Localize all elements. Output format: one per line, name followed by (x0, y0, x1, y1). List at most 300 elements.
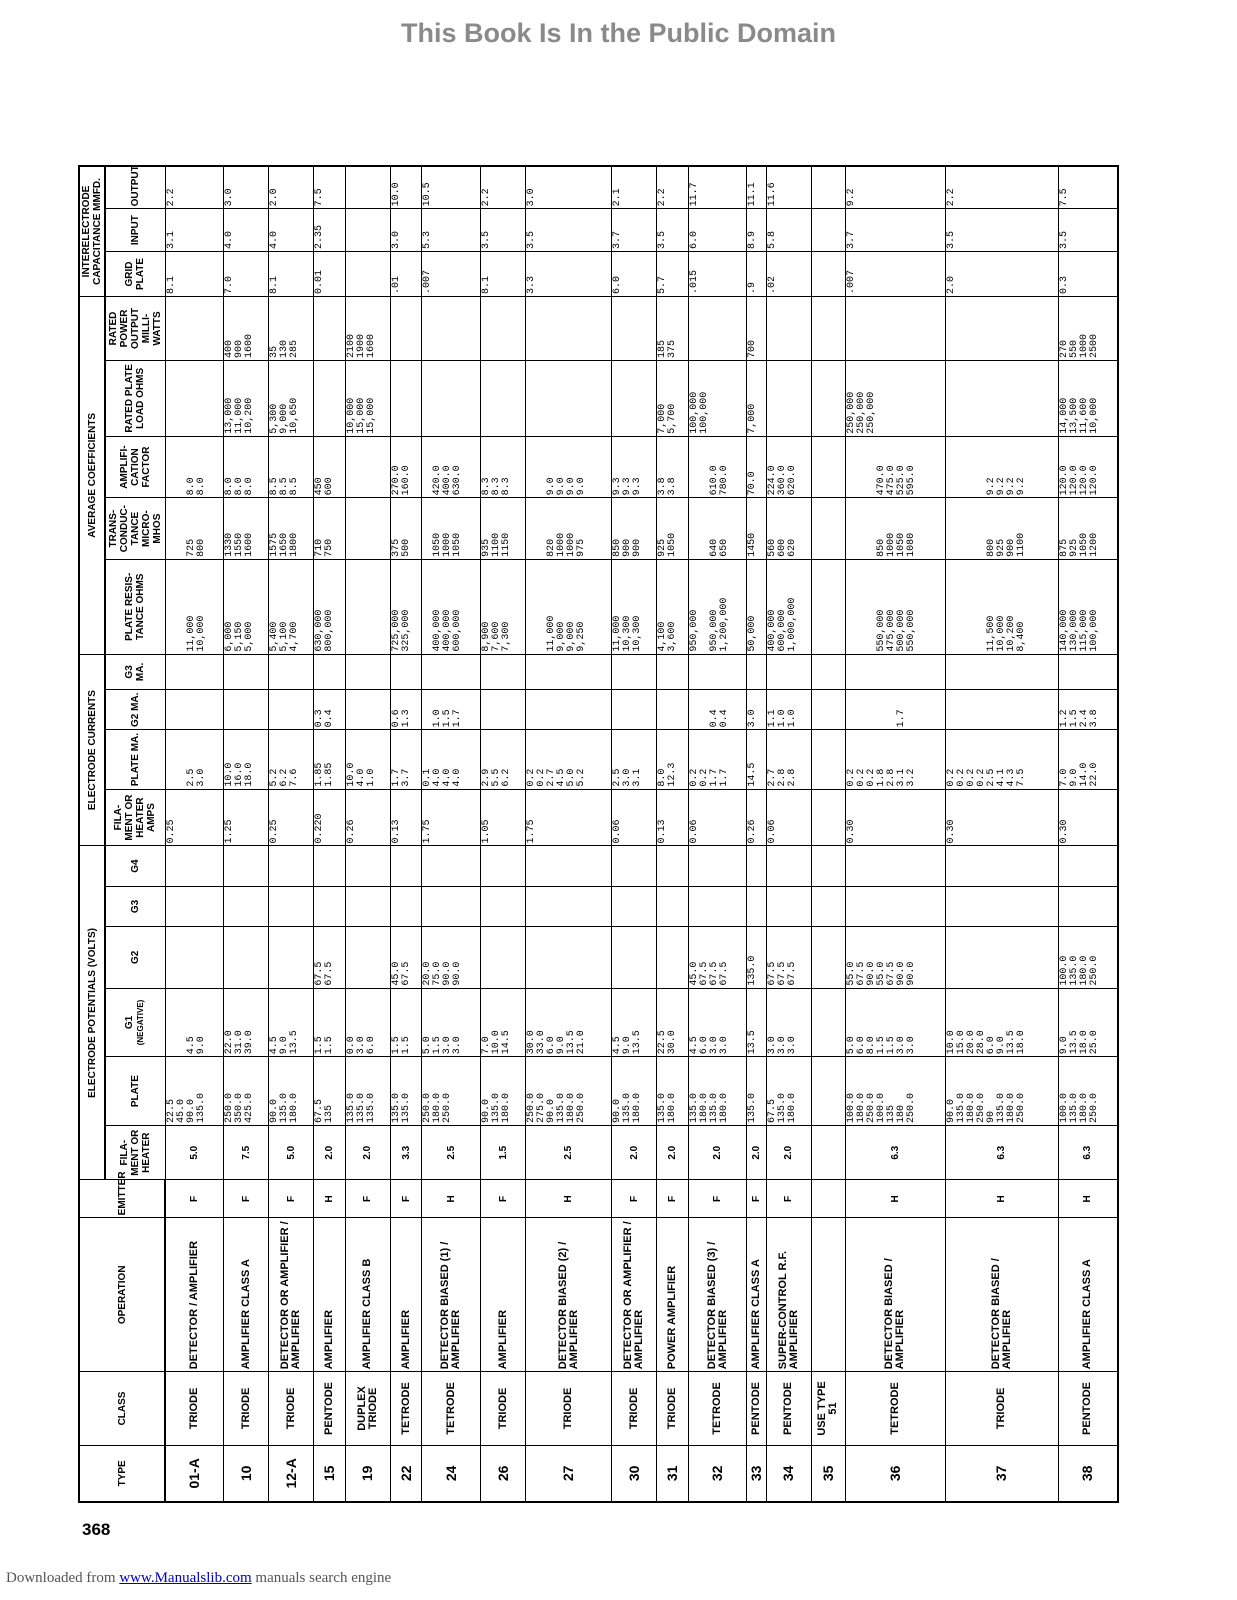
cell-cin: 5.8 (766, 209, 811, 252)
cell-rp: 11,000 9,000 9,000 9,250 (526, 559, 612, 654)
cell-cin: 3.7 (612, 209, 657, 252)
cell-cgp: .015 (688, 251, 747, 296)
cell-mu: 8.5 8.5 8.5 (269, 436, 314, 498)
cell-plate-ma: 1.85 1.85 (314, 730, 345, 789)
cell-rp: 140,000 130,000 115,000 100,000 (1058, 559, 1118, 654)
table-row (422, 166, 481, 1502)
cell-power (845, 296, 945, 360)
cell-load: 10,000 15,000 15,000 (345, 360, 390, 436)
cell-g1: 3.0 3.0 3.0 (766, 988, 811, 1057)
cell-cin: 3.5 (945, 209, 1058, 252)
header-g2-ma: G2 MA. (105, 690, 165, 730)
download-footer (6, 1570, 391, 1587)
cell-class: TETRODE (688, 1372, 747, 1445)
cell-gm: 725 800 (165, 498, 224, 560)
cell-cgp: 8.1 (481, 251, 526, 296)
cell-plate: 250.0 275.0 90.0 135.0 180.0 250.0 (526, 1057, 612, 1126)
cell-class: TRIODE (526, 1372, 612, 1445)
cell-operation: AMPLIFIER (390, 1218, 421, 1372)
cell-fil-a: 1.75 (422, 789, 481, 846)
cell-cgp: .9 (747, 251, 766, 296)
cell-class: PENTODE (766, 1372, 811, 1445)
cell-cin: 3.5 (481, 209, 526, 252)
cell-cout: 11.1 (747, 166, 766, 209)
cell-plate: 67.5 135.0 180.0 (766, 1057, 811, 1126)
cell-g4 (481, 846, 526, 886)
cell-g1: 22.0 31.0 39.0 (224, 988, 269, 1057)
cell-g2-ma: 1.2 1.5 2.4 3.8 (1058, 690, 1118, 730)
cell-g3-ma (747, 654, 766, 690)
cell-power (314, 296, 345, 360)
cell-mu: 9.3 9.3 9.3 (612, 436, 657, 498)
cell-fil-v: 1.5 (481, 1125, 526, 1179)
cell-g4 (747, 846, 766, 886)
cell-g3 (422, 886, 481, 926)
cell-g3-ma (345, 654, 390, 690)
cell-g2-ma (224, 690, 269, 730)
cell-gm (345, 498, 390, 560)
cell-g2: 20.0 75.0 90.0 90.0 (422, 927, 481, 989)
cell-g1: 4.5 6.0 3.0 3.0 (688, 988, 747, 1057)
footer-prefix: Downloaded from (6, 1570, 120, 1586)
cell-mu: 9.0 9.0 9.0 9.0 (526, 436, 612, 498)
cell-g2: 67.5 67.5 (314, 927, 345, 989)
cell-gm: 1330 1550 1600 (224, 498, 269, 560)
cell-cin: 3.5 (657, 209, 688, 252)
cell-load (766, 360, 811, 436)
cell-plate: 250.0 350.0 425.0 (224, 1057, 269, 1126)
table-row (481, 166, 526, 1502)
cell-cin: 3.5 (526, 209, 612, 252)
cell-g1: 22.5 30.0 (657, 988, 688, 1057)
cell-gm: 850 900 900 (612, 498, 657, 560)
cell-load (481, 360, 526, 436)
cell-g2 (526, 927, 612, 989)
cell-emitter: H (1058, 1180, 1118, 1218)
cell-g3 (481, 886, 526, 926)
cell-cout: 3.0 (526, 166, 612, 209)
cell-g1: 5.0 1.5 3.0 3.0 (422, 988, 481, 1057)
cell-load (165, 360, 224, 436)
cell-emitter: H (845, 1180, 945, 1218)
cell-operation: AMPLIFIER (314, 1218, 345, 1372)
cell-g4 (314, 846, 345, 886)
cell-class: DUPLEX TRIODE (345, 1372, 390, 1445)
cell-cout: 2.2 (481, 166, 526, 209)
cell-mu: 8.0 8.0 8.0 (224, 436, 269, 498)
cell-type: 33 (747, 1445, 766, 1502)
cell-plate-ma: 0.2 0.2 2.7 4.5 5.0 5.2 (526, 730, 612, 789)
cell-g4 (688, 846, 747, 886)
cell-g3-ma (422, 654, 481, 690)
cell-class: PENTODE (747, 1372, 766, 1445)
cell-power (526, 296, 612, 360)
cell-g3-ma (766, 654, 811, 690)
cell-load: 7,000 (747, 360, 766, 436)
cell-g3-ma (165, 654, 224, 690)
cell-plate: 100.0 135.0 180.0 250.0 (1058, 1057, 1118, 1126)
cell-cout: 2.0 (269, 166, 314, 209)
cell-g4 (945, 846, 1058, 886)
cell-operation: POWER AMPLIFIER (657, 1218, 688, 1372)
cell-g2 (481, 927, 526, 989)
cell-g2-ma: 1.7 (845, 690, 945, 730)
table-row (345, 166, 390, 1502)
cell-emitter: F (657, 1180, 688, 1218)
cell-cgp: 0.3 (1058, 251, 1118, 296)
cell-type: 01-A (165, 1445, 224, 1502)
header-g4: G4 (105, 846, 165, 886)
cell-operation: DETECTOR BIASED / AMPLIFIER (945, 1218, 1058, 1372)
cell-class: TETRODE (845, 1372, 945, 1445)
cell-g3-ma (481, 654, 526, 690)
cell-g2 (269, 927, 314, 989)
cell-g2-ma (526, 690, 612, 730)
cell-plate-ma: 7.0 9.0 14.0 22.0 (1058, 730, 1118, 789)
cell-cgp: .02 (766, 251, 811, 296)
cell-emitter: F (688, 1180, 747, 1218)
cell-cin: 3.1 (165, 209, 224, 252)
cell-emitter: F (345, 1180, 390, 1218)
header-electrode-currents: ELECTRODE CURRENTS (79, 654, 105, 846)
cell-g4 (526, 846, 612, 886)
cell-cout: 2.2 (657, 166, 688, 209)
cell-gm: 850 1000 1050 1080 (845, 498, 945, 560)
cell-class: TRIODE (224, 1372, 269, 1445)
cell-load (526, 360, 612, 436)
header-input: INPUT (105, 209, 165, 252)
cell-g1: 0.0 3.0 6.0 (345, 988, 390, 1057)
cell-type: 24 (422, 1445, 481, 1502)
cell-cout: 7.5 (1058, 166, 1118, 209)
cell-plate-ma: 10.0 16.0 18.0 (224, 730, 269, 789)
cell-operation: AMPLIFIER CLASS A (747, 1218, 766, 1372)
cell-rp: 5,400 5,100 4,700 (269, 559, 314, 654)
cell-operation: DETECTOR BIASED (3) / AMPLIFIER (688, 1218, 747, 1372)
cell-fil-v: 2.0 (747, 1125, 766, 1179)
cell-gm: 820 1000 1000 975 (526, 498, 612, 560)
cell-cgp: 6.0 (612, 251, 657, 296)
cell-g3 (766, 886, 811, 926)
cell-power (766, 296, 811, 360)
cell-emitter: F (747, 1180, 766, 1218)
g1-label: G1 (124, 1015, 136, 1030)
cell-g1: 4.5 9.0 13.5 (612, 988, 657, 1057)
cell-mu: 120.0 120.0 120.0 120.0 (1058, 436, 1118, 498)
cell-cin: 6.0 (688, 209, 747, 252)
cell-fil-a: 1.25 (224, 789, 269, 846)
cell-cin: 4.0 (224, 209, 269, 252)
cell-operation: AMPLIFIER CLASS A (224, 1218, 269, 1372)
cell-cgp: .01 (390, 251, 421, 296)
cell-power: 400 900 1600 (224, 296, 269, 360)
cell-power (165, 296, 224, 360)
cell-emitter: H (526, 1180, 612, 1218)
cell-g3-ma (1058, 654, 1118, 690)
cell-g4 (1058, 846, 1118, 886)
cell-mu: 270.0 160.0 (390, 436, 421, 498)
cell-cgp (811, 251, 845, 296)
cell-rp: 4,100 3,600 (657, 559, 688, 654)
tube-characteristics-table (78, 165, 1119, 1503)
cell-g3-ma (811, 654, 845, 690)
cell-g3-ma (390, 654, 421, 690)
cell-cgp: 5.7 (657, 251, 688, 296)
cell-operation: AMPLIFIER (481, 1218, 526, 1372)
cell-load (422, 360, 481, 436)
cell-g4 (422, 846, 481, 886)
cell-plate: 135.0 135.0 (390, 1057, 421, 1126)
cell-load (945, 360, 1058, 436)
cell-g2-ma (345, 690, 390, 730)
cell-load (314, 360, 345, 436)
header-g2: G2 (105, 927, 165, 989)
cell-g2: 100.0 135.0 180.0 250.0 (1058, 927, 1118, 989)
cell-rp: 550,000 475,000 500,000 550,000 (845, 559, 945, 654)
cell-g2: 135.0 (747, 927, 766, 989)
cell-g3 (224, 886, 269, 926)
cell-g2-ma: 3.0 (747, 690, 766, 730)
table-row (766, 166, 811, 1502)
header-plate-ma: PLATE MA. (105, 730, 165, 789)
cell-rp: 11,000 10,000 (165, 559, 224, 654)
cell-mu: 8.3 8.3 8.3 (481, 436, 526, 498)
header-filament: FILA-MENT OR HEATER (105, 1125, 165, 1179)
cell-g3 (165, 886, 224, 926)
cell-fil-a: 0.30 (945, 789, 1058, 846)
header-interelectrode: INTERELECTRODE CAPACITANCE MMFD. (79, 166, 105, 296)
cell-gm: 935 1100 1150 (481, 498, 526, 560)
cell-rp (811, 559, 845, 654)
cell-rp: 950,000 950,000 1,200,000 (688, 559, 747, 654)
table-row (314, 166, 345, 1502)
cell-power: 35 130 285 (269, 296, 314, 360)
cell-class: USE TYPE 51 (811, 1372, 845, 1445)
cell-class: TRIODE (481, 1372, 526, 1445)
cell-type: 38 (1058, 1445, 1118, 1502)
cell-g2 (224, 927, 269, 989)
cell-class: TRIODE (165, 1372, 224, 1445)
cell-rp: 630,000 800,000 (314, 559, 345, 654)
cell-g4 (845, 846, 945, 886)
cell-cgp: 8.1 (269, 251, 314, 296)
cell-g3-ma (845, 654, 945, 690)
cell-emitter: F (481, 1180, 526, 1218)
cell-power: 270 550 1000 2500 (1058, 296, 1118, 360)
cell-plate-ma: 0.2 0.2 0.2 0.2 2.5 4.1 4.3 7.5 (945, 730, 1058, 789)
cell-g2-ma: 0.4 0.4 (688, 690, 747, 730)
table-row (845, 166, 945, 1502)
table-row (657, 166, 688, 1502)
cell-operation: DETECTOR BIASED (1) / AMPLIFIER (422, 1218, 481, 1372)
cell-class: TRIODE (657, 1372, 688, 1445)
cell-g1: 10.0 15.0 20.0 28.0 6.0 9.0 13.5 18.0 (945, 988, 1058, 1057)
cell-g3-ma (224, 654, 269, 690)
cell-cout (811, 166, 845, 209)
cell-g2-ma (811, 690, 845, 730)
header-plate-resistance: PLATE RESIS-TANCE OHMS (105, 559, 165, 654)
cell-g3 (811, 886, 845, 926)
cell-mu: 224.0 360.0 620.0 (766, 436, 811, 498)
cell-power (422, 296, 481, 360)
cell-plate-ma (811, 730, 845, 789)
cell-fil-a: 1.75 (526, 789, 612, 846)
table-row (1058, 166, 1118, 1502)
cell-g3 (612, 886, 657, 926)
cell-g1: 4.5 9.0 13.5 (269, 988, 314, 1057)
cell-cgp: .007 (845, 251, 945, 296)
cell-g2-ma (481, 690, 526, 730)
cell-cgp: 2.0 (945, 251, 1058, 296)
header-g3: G3 (105, 886, 165, 926)
cell-gm: 875 925 1050 1200 (1058, 498, 1118, 560)
header-transconductance: TRANS-CONDUC-TANCE MICRO-MHOS (105, 498, 165, 560)
cell-g2 (612, 927, 657, 989)
cell-fil-v: 2.0 (688, 1125, 747, 1179)
cell-g3-ma (269, 654, 314, 690)
cell-mu: 470.0 475.0 525.0 595.0 (845, 436, 945, 498)
cell-cin: 5.3 (422, 209, 481, 252)
table-row (526, 166, 612, 1502)
cell-g4 (345, 846, 390, 886)
cell-g4 (390, 846, 421, 886)
cell-emitter: F (612, 1180, 657, 1218)
cell-emitter: H (314, 1180, 345, 1218)
cell-mu: 610.0 780.0 (688, 436, 747, 498)
cell-type: 36 (845, 1445, 945, 1502)
cell-emitter (811, 1180, 845, 1218)
cell-g1: 30.0 33.0 6.0 9.0 13.5 21.0 (526, 988, 612, 1057)
cell-g2-ma (269, 690, 314, 730)
cell-g1: 5.0 6.0 8.0 1.5 1.5 3.0 3.0 (845, 988, 945, 1057)
cell-fil-a: 1.05 (481, 789, 526, 846)
cell-plate-ma: 8.0 12.3 (657, 730, 688, 789)
cell-operation: DETECTOR BIASED / AMPLIFIER (845, 1218, 945, 1372)
cell-gm (811, 498, 845, 560)
header-g1 (105, 988, 165, 1057)
cell-gm: 1050 1000 1050 (422, 498, 481, 560)
cell-power (612, 296, 657, 360)
cell-emitter: F (766, 1180, 811, 1218)
cell-power (811, 296, 845, 360)
manualslib-link[interactable]: www.Manualslib.com (119, 1570, 252, 1586)
cell-fil-v: 3.3 (390, 1125, 421, 1179)
cell-emitter: F (269, 1180, 314, 1218)
header-operation: OPERATION (79, 1218, 165, 1372)
cell-fil-a (811, 789, 845, 846)
cell-power: 2100 1900 1600 (345, 296, 390, 360)
cell-fil-a: 0.06 (688, 789, 747, 846)
public-domain-banner: This Book Is In the Public Domain (400, 18, 837, 48)
cell-cin (345, 209, 390, 252)
g1-sublabel: (NEGATIVE) (136, 999, 146, 1046)
cell-g1 (811, 988, 845, 1057)
cell-rp: 11,500 10,000 10,200 8,400 (945, 559, 1058, 654)
cell-g1: 4.5 9.0 (165, 988, 224, 1057)
cell-class: PENTODE (314, 1372, 345, 1445)
cell-cout: 2.2 (165, 166, 224, 209)
cell-g3 (945, 886, 1058, 926)
header-electrode-potentials: ELECTRODE POTENTIALS (VOLTS) (79, 846, 105, 1180)
cell-g1: 9.0 13.5 18.0 25.0 (1058, 988, 1118, 1057)
table-row (811, 166, 845, 1502)
cell-emitter: H (945, 1180, 1058, 1218)
cell-type: 31 (657, 1445, 688, 1502)
cell-fil-v: 5.0 (165, 1125, 224, 1179)
cell-type: 30 (612, 1445, 657, 1502)
cell-plate-ma: 0.2 0.2 0.2 1.8 2.8 3.1 3.2 (845, 730, 945, 789)
cell-g3 (657, 886, 688, 926)
cell-cin: 4.0 (269, 209, 314, 252)
cell-gm: 375 500 (390, 498, 421, 560)
cell-fil-a: 0.25 (269, 789, 314, 846)
header-type: TYPE (79, 1445, 165, 1502)
header-output: OUTPUT (105, 166, 165, 209)
cell-g3 (747, 886, 766, 926)
cell-fil-v: 7.5 (224, 1125, 269, 1179)
cell-plate: 67.5 135 (314, 1057, 345, 1126)
cell-load (612, 360, 657, 436)
cell-cgp: 0.01 (314, 251, 345, 296)
cell-cin: 3.5 (1058, 209, 1118, 252)
cell-g3-ma (688, 654, 747, 690)
cell-plate-ma: 2.7 2.8 2.8 (766, 730, 811, 789)
cell-power (390, 296, 421, 360)
cell-fil-a: 0.13 (390, 789, 421, 846)
cell-g4 (612, 846, 657, 886)
header-load: RATED PLATE LOAD OHMS (105, 360, 165, 436)
cell-type: 15 (314, 1445, 345, 1502)
cell-g1: 7.0 10.0 14.5 (481, 988, 526, 1057)
table-row (612, 166, 657, 1502)
cell-fil-v: 5.0 (269, 1125, 314, 1179)
cell-fil-a: 0.30 (1058, 789, 1118, 846)
table-row (688, 166, 747, 1502)
cell-fil-v: 6.3 (845, 1125, 945, 1179)
cell-load: 14,000 13,500 11,600 10,000 (1058, 360, 1118, 436)
cell-g3 (526, 886, 612, 926)
cell-cgp (345, 251, 390, 296)
cell-fil-v: 2.0 (657, 1125, 688, 1179)
cell-g3 (1058, 886, 1118, 926)
cell-operation: SUPER-CONTROL R.F. AMPLIFIER (766, 1218, 811, 1372)
cell-power (481, 296, 526, 360)
cell-type: 35 (811, 1445, 845, 1502)
cell-g3 (845, 886, 945, 926)
cell-type: 10 (224, 1445, 269, 1502)
cell-fil-a: 0.06 (766, 789, 811, 846)
cell-plate-ma: 5.2 6.2 7.6 (269, 730, 314, 789)
cell-fil-a: 0.13 (657, 789, 688, 846)
cell-g2: 55.0 67.5 90.0 55.0 67.5 90.0 90.0 (845, 927, 945, 989)
cell-plate: 135.0 180.0 (657, 1057, 688, 1126)
cell-gm: 560 600 620 (766, 498, 811, 560)
cell-plate-ma: 0.2 0.2 1.7 1.7 (688, 730, 747, 789)
cell-plate-ma: 2.5 3.0 (165, 730, 224, 789)
cell-load: 250,000 250,000 250,000 (845, 360, 945, 436)
cell-plate-ma: 14.5 (747, 730, 766, 789)
cell-plate: 135.0 (747, 1057, 766, 1126)
cell-type: 37 (945, 1445, 1058, 1502)
cell-cout (345, 166, 390, 209)
cell-class: PENTODE (1058, 1372, 1118, 1445)
cell-load: 13,000 11,000 10,200 (224, 360, 269, 436)
cell-mu (811, 436, 845, 498)
cell-g2: 67.5 67.5 67.5 (766, 927, 811, 989)
cell-cout: 10.0 (390, 166, 421, 209)
table-row (747, 166, 766, 1502)
cell-cout: 9.2 (845, 166, 945, 209)
